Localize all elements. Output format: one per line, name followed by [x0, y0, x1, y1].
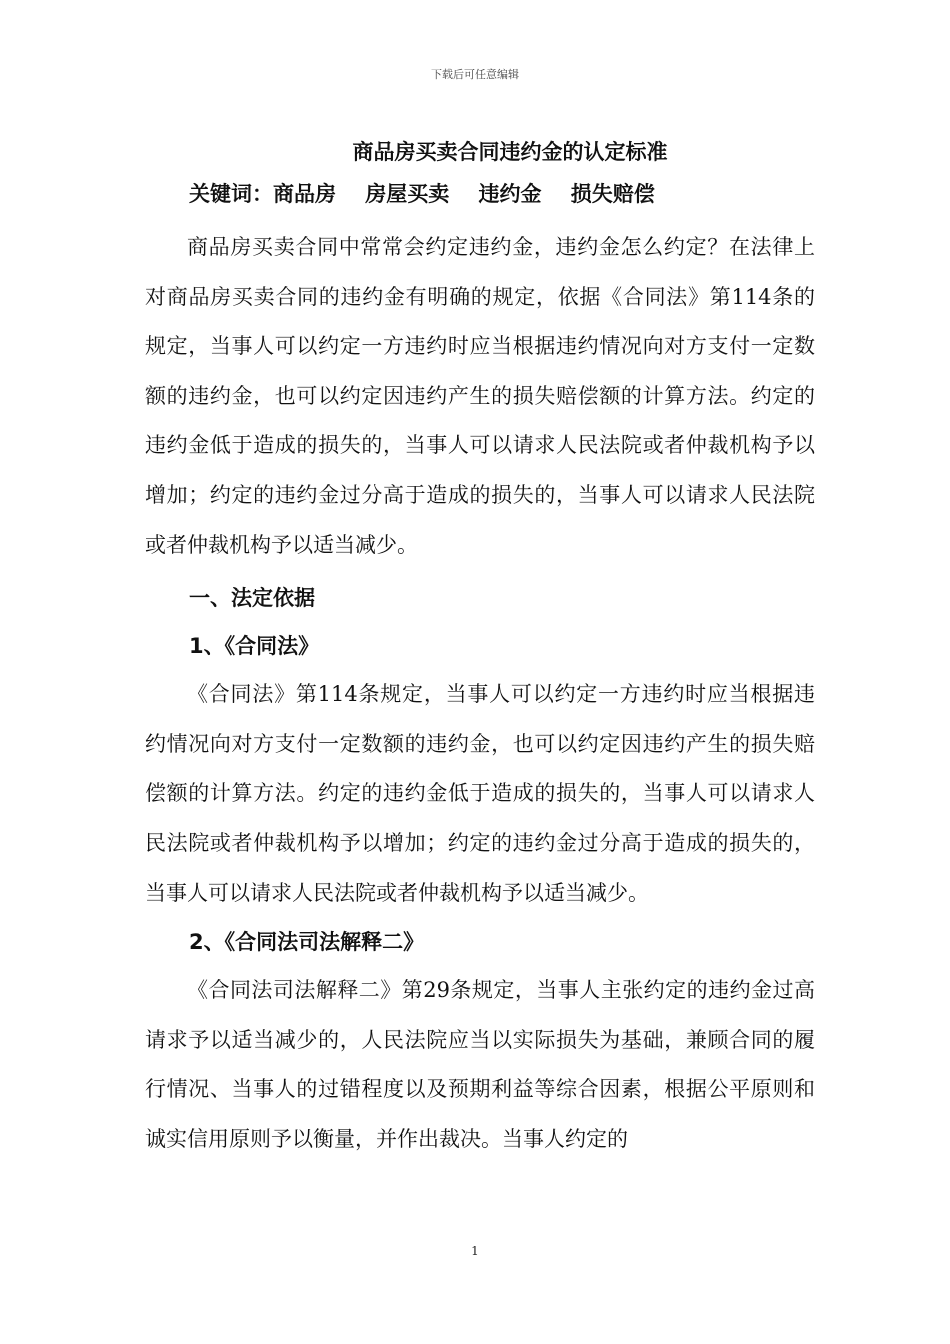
intro-paragraph: 商品房买卖合同中常常会约定违约金，违约金怎么约定？在法律上对商品房买卖合同的违约金有明确的规定，依据《合同法》第114条的规定，当事人可以约定一方违约时应当根据违约情况向对方支付一定数额的违约金，也可以约定因违约产生的损失赔偿额的计算方法。约定的违约金低于造成的损失的，当事人可以请求人民法院或者仲裁机构予以增加；约定的违约金过分高于造成的损失的，当事人可以请求人民法院或者仲裁机构予以适当减少。: [145, 235, 815, 557]
page-number: 1: [471, 1244, 479, 1258]
contract-law-paragraph: 《合同法》第114条规定，当事人可以约定一方违约时应当根据违约情况向对方支付一定数额的违约金，也可以约定因违约产生的损失赔偿额的计算方法。约定的违约金低于造成的损失的，当事人可以请求人民法院或者仲裁机构予以增加；约定的违约金过分高于造成的损失的，当事人可以请求人民法院或者仲裁机构予以适当减少。: [145, 682, 815, 905]
document-body: [145, 133, 815, 1165]
subsection-heading-contract-law: 1、《合同法》: [189, 634, 320, 659]
document-title: 商品房买卖合同违约金的认定标准: [352, 140, 668, 164]
keywords-line: 关键词：商品房 房屋买卖 违约金 损失赔偿: [189, 182, 655, 206]
subsection-heading-judicial-interpretation: 2、《合同法司法解释二》: [189, 930, 425, 955]
section-heading-legal-basis: 一、法定依据: [189, 586, 315, 611]
judicial-interpretation-paragraph: 《合同法司法解释二》第29条规定，当事人主张约定的违约金过高请求予以适当减少的，人民法院应当以实际损失为基础，兼顾合同的履行情况、当事人的过错程度以及预期利益等综合因素，根据公平原则和诚实信用原则予以衡量，并作出裁决。当事人约定的: [145, 978, 815, 1151]
page-header-note: 下载后可任意编辑: [431, 68, 519, 81]
